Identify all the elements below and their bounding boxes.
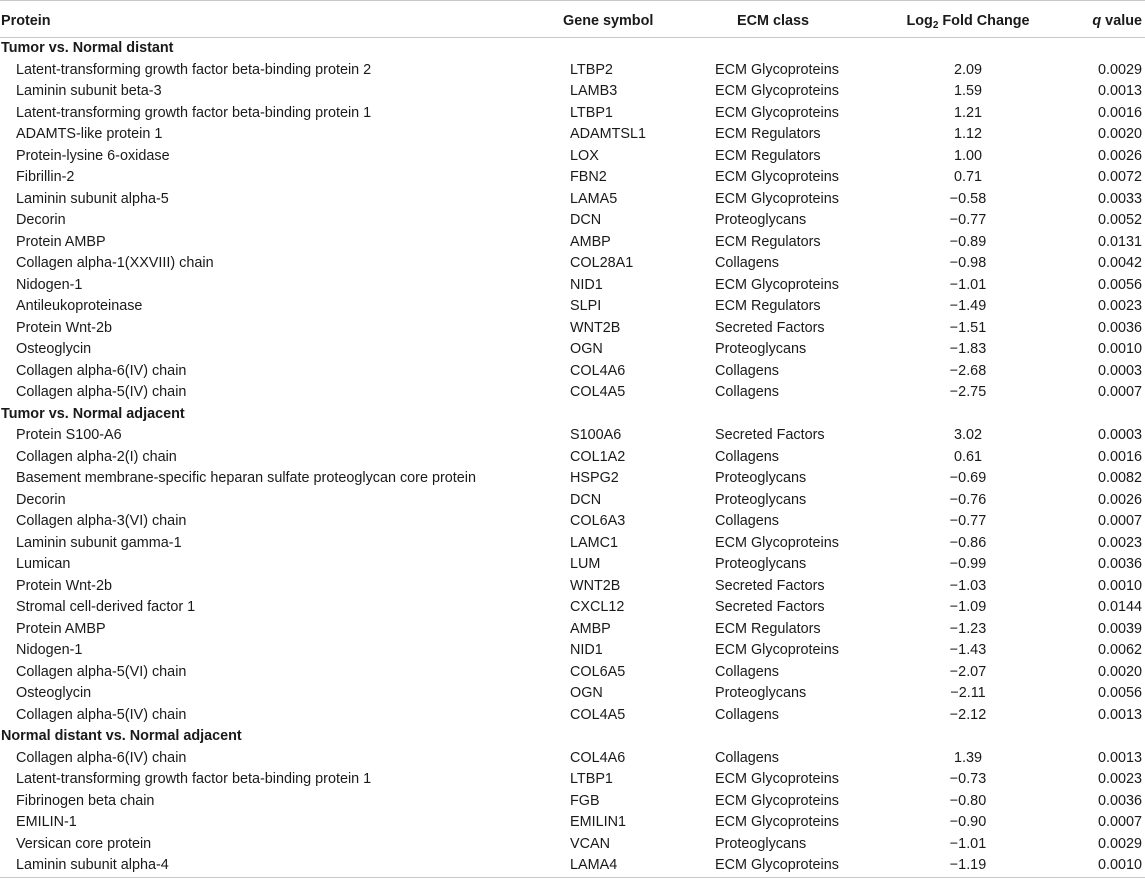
table-row <box>0 490 1145 512</box>
section-title: Normal distant vs. Normal adjacent <box>1 728 242 744</box>
protein-name: Latent-transforming growth factor beta-binding protein 1 <box>16 771 372 787</box>
section-title: Tumor vs. Normal adjacent <box>1 405 185 422</box>
q-value: 0.0056 <box>1097 276 1142 293</box>
gene-symbol: NID1 <box>570 276 603 293</box>
protein-name: Basement membrane-specific heparan sulfate proteoglycan core protein <box>16 470 476 486</box>
ecm-class: ECM Glycoproteins <box>715 190 839 207</box>
table-row <box>0 425 1145 447</box>
log2-fold-change: −0.86 <box>949 534 987 551</box>
gene-symbol: DCN <box>570 491 602 508</box>
log2-fold-change: 1.12 <box>953 126 982 142</box>
q-value: 0.0023 <box>1097 534 1142 551</box>
gene-symbol: COL28A1 <box>570 255 634 271</box>
protein-name: Laminin subunit alpha-5 <box>16 190 169 207</box>
protein-name: Decorin <box>16 212 66 228</box>
header-protein: Protein <box>1 13 51 29</box>
header-value-label: value <box>1101 13 1142 29</box>
ecm-class: ECM Glycoproteins <box>715 276 839 293</box>
table-row <box>0 769 1145 791</box>
protein-name: Collagen alpha-5(IV) chain <box>16 706 187 723</box>
q-value: 0.0131 <box>1097 233 1142 250</box>
ecm-class: ECM Glycoproteins <box>715 792 839 809</box>
table-row <box>0 468 1145 490</box>
ecm-class: Collagens <box>715 362 779 379</box>
protein-name: Laminin subunit gamma-1 <box>16 534 182 551</box>
protein-name: Lumican <box>16 556 71 572</box>
protein-name: Osteoglycin <box>16 685 92 701</box>
ecm-class: Secreted Factors <box>715 577 825 594</box>
table-row <box>0 361 1145 383</box>
gene-symbol: LOX <box>570 147 599 164</box>
protein-name: Osteoglycin <box>16 341 92 357</box>
ecm-class: Collagens <box>715 255 779 271</box>
q-value: 0.0020 <box>1097 663 1142 680</box>
log2-fold-change: −1.01 <box>949 276 987 293</box>
table-row <box>0 253 1145 275</box>
protein-name: Protein AMBP <box>16 233 106 250</box>
q-value: 0.0023 <box>1097 771 1142 787</box>
protein-name: Fibrinogen beta chain <box>16 792 155 809</box>
gene-symbol: FGB <box>570 792 600 809</box>
ecm-class: Collagens <box>715 706 779 723</box>
gene-symbol: LTBP2 <box>570 61 613 78</box>
protein-name: Protein Wnt-2b <box>16 577 112 594</box>
q-value: 0.0010 <box>1097 577 1142 594</box>
gene-symbol: COL1A2 <box>570 448 626 465</box>
log2-fold-change: −0.77 <box>949 212 987 228</box>
log2-fold-change: 3.02 <box>953 427 982 443</box>
protein-name: Protein Wnt-2b <box>16 319 112 336</box>
ecm-class: Collagens <box>715 663 779 680</box>
table-header <box>0 0 1145 38</box>
log2-fold-change: 1.00 <box>953 147 982 164</box>
protein-name: Protein AMBP <box>16 620 106 637</box>
header-q-value <box>1092 1 1142 41</box>
log2-fold-change: −2.75 <box>949 384 987 400</box>
protein-name: Collagen alpha-1(XXVIII) chain <box>16 255 214 271</box>
log2-fold-change: −2.12 <box>949 706 987 723</box>
ecm-class: ECM Regulators <box>715 298 821 314</box>
section-header <box>0 726 1145 748</box>
table-row <box>0 146 1145 168</box>
table-row <box>0 103 1145 125</box>
protein-name: Collagen alpha-5(IV) chain <box>16 384 187 400</box>
log2-fold-change: 0.71 <box>953 169 982 185</box>
header-q-label: q <box>1092 13 1102 29</box>
log2-fold-change: −0.77 <box>949 513 987 529</box>
log2-fold-change: −1.51 <box>949 319 987 336</box>
gene-symbol: LAMA5 <box>570 190 618 207</box>
log2-fold-change: 1.21 <box>953 104 982 121</box>
protein-name: Latent-transforming growth factor beta-binding protein 2 <box>16 61 372 78</box>
table-row <box>0 640 1145 662</box>
log2-fold-change: 1.59 <box>953 83 982 99</box>
gene-symbol: COL4A6 <box>570 749 626 766</box>
table-row <box>0 339 1145 361</box>
protein-name: Antileukoproteinase <box>16 298 143 314</box>
gene-symbol: VCAN <box>570 835 610 852</box>
q-value: 0.0072 <box>1097 169 1142 185</box>
table-row <box>0 834 1145 856</box>
ecm-class: ECM Glycoproteins <box>715 642 839 658</box>
q-value: 0.0029 <box>1097 61 1142 78</box>
ecm-class: Proteoglycans <box>715 470 807 486</box>
q-value: 0.0003 <box>1097 427 1142 443</box>
header-fold-label: Fold Change <box>938 13 1030 29</box>
table-body <box>0 38 1145 877</box>
ecm-class: ECM Regulators <box>715 147 821 164</box>
protein-name: Latent-transforming growth factor beta-binding protein 1 <box>16 104 372 121</box>
gene-symbol: LTBP1 <box>570 104 613 121</box>
ecm-class: ECM Glycoproteins <box>715 61 839 78</box>
gene-symbol: EMILIN1 <box>570 814 626 830</box>
table-row <box>0 167 1145 189</box>
table-row <box>0 597 1145 619</box>
ecm-class: ECM Glycoproteins <box>715 534 839 551</box>
ecm-class: ECM Regulators <box>715 126 821 142</box>
protein-name: Nidogen-1 <box>16 276 83 293</box>
gene-symbol: LTBP1 <box>570 771 613 787</box>
ecm-class: ECM Regulators <box>715 620 821 637</box>
table-row <box>0 382 1145 404</box>
section-header <box>0 404 1145 426</box>
log2-fold-change: −1.49 <box>949 298 987 314</box>
ecm-class: Collagens <box>715 749 779 766</box>
q-value: 0.0026 <box>1097 147 1142 164</box>
log2-fold-change: −1.43 <box>949 642 987 658</box>
gene-symbol: COL4A5 <box>570 706 626 723</box>
table-row <box>0 318 1145 340</box>
gene-symbol: WNT2B <box>570 319 621 336</box>
q-value: 0.0010 <box>1097 857 1142 873</box>
gene-symbol: NID1 <box>570 642 603 658</box>
gene-symbol: HSPG2 <box>570 470 619 486</box>
log2-fold-change: −0.58 <box>949 190 987 207</box>
log2-fold-change: −0.89 <box>949 233 987 250</box>
gene-symbol: S100A6 <box>570 427 622 443</box>
protein-name: Versican core protein <box>16 835 152 852</box>
log2-fold-change: −1.03 <box>949 577 987 594</box>
ecm-class: Secreted Factors <box>715 427 825 443</box>
ecm-class: Proteoglycans <box>715 835 807 852</box>
q-value: 0.0016 <box>1097 104 1142 121</box>
protein-name: Protein S100-A6 <box>16 427 122 443</box>
gene-symbol: COL6A5 <box>570 663 626 680</box>
ecm-class: Proteoglycans <box>715 212 807 228</box>
ecm-class: Proteoglycans <box>715 685 807 701</box>
protein-name: Collagen alpha-2(I) chain <box>16 448 177 465</box>
ecm-class: Secreted Factors <box>715 319 825 336</box>
log2-fold-change: −1.83 <box>949 341 987 357</box>
table-row <box>0 447 1145 469</box>
protein-name: Collagen alpha-6(IV) chain <box>16 362 187 379</box>
log2-fold-change: −1.19 <box>949 857 987 873</box>
header-log-label: Log <box>906 13 933 29</box>
table-row <box>0 748 1145 770</box>
gene-symbol: DCN <box>570 212 602 228</box>
table-row <box>0 855 1145 877</box>
log2-fold-change: −2.07 <box>949 663 987 680</box>
gene-symbol: OGN <box>570 341 603 357</box>
table-row <box>0 210 1145 232</box>
q-value: 0.0144 <box>1097 599 1142 615</box>
ecm-class: ECM Glycoproteins <box>715 169 839 185</box>
gene-symbol: WNT2B <box>570 577 621 594</box>
q-value: 0.0007 <box>1097 814 1142 830</box>
q-value: 0.0062 <box>1097 642 1142 658</box>
gene-symbol: COL4A6 <box>570 362 626 379</box>
gene-symbol: FBN2 <box>570 169 607 185</box>
protein-name: ADAMTS-like protein 1 <box>16 126 163 142</box>
gene-symbol: LAMA4 <box>570 857 618 873</box>
section-header <box>0 38 1145 60</box>
protein-name: Nidogen-1 <box>16 642 83 658</box>
ecm-class: Secreted Factors <box>715 599 825 615</box>
log2-fold-change: −1.23 <box>949 620 987 637</box>
q-value: 0.0010 <box>1097 341 1142 357</box>
q-value: 0.0007 <box>1097 384 1142 400</box>
log2-fold-change: −2.11 <box>950 685 986 701</box>
ecm-class: Proteoglycans <box>715 341 807 357</box>
q-value: 0.0013 <box>1097 706 1142 723</box>
log2-fold-change: 2.09 <box>953 61 982 78</box>
gene-symbol: AMBP <box>570 620 611 637</box>
q-value: 0.0013 <box>1097 83 1142 99</box>
table-row <box>0 124 1145 146</box>
gene-symbol: LAMC1 <box>570 534 618 551</box>
header-gene-symbol: Gene symbol <box>563 13 654 29</box>
ecm-class: Collagens <box>715 384 779 400</box>
table-row <box>0 275 1145 297</box>
q-value: 0.0052 <box>1097 212 1142 228</box>
gene-symbol: SLPI <box>570 298 602 314</box>
ecm-class: Collagens <box>715 448 779 465</box>
protein-name: Decorin <box>16 491 66 508</box>
log2-fold-change: −0.76 <box>949 491 987 508</box>
ecm-class: ECM Glycoproteins <box>715 83 839 99</box>
q-value: 0.0029 <box>1097 835 1142 852</box>
q-value: 0.0039 <box>1097 620 1142 637</box>
header-log-subscript: 2 <box>932 20 939 31</box>
table-row <box>0 554 1145 576</box>
log2-fold-change: −0.98 <box>949 255 987 271</box>
table-bottom-rule <box>0 877 1145 878</box>
q-value: 0.0036 <box>1097 792 1142 809</box>
q-value: 0.0082 <box>1097 470 1142 486</box>
table-row <box>0 662 1145 684</box>
q-value: 0.0020 <box>1097 126 1142 142</box>
table-row <box>0 60 1145 82</box>
table-row <box>0 232 1145 254</box>
log2-fold-change: 0.61 <box>953 448 982 465</box>
q-value: 0.0023 <box>1097 298 1142 314</box>
q-value: 0.0036 <box>1097 319 1142 336</box>
q-value: 0.0026 <box>1097 491 1142 508</box>
section-title: Tumor vs. Normal distant <box>1 40 174 56</box>
log2-fold-change: −1.09 <box>949 599 987 615</box>
gene-symbol: LAMB3 <box>570 83 618 99</box>
table-row <box>0 533 1145 555</box>
q-value: 0.0056 <box>1097 685 1142 701</box>
q-value: 0.0016 <box>1097 448 1142 465</box>
gene-symbol: LUM <box>570 556 601 572</box>
table-row <box>0 791 1145 813</box>
protein-name: Collagen alpha-3(VI) chain <box>16 513 187 529</box>
q-value: 0.0003 <box>1097 362 1142 379</box>
log2-fold-change: −0.69 <box>949 470 987 486</box>
log2-fold-change: −0.99 <box>949 556 987 572</box>
protein-name: Protein-lysine 6-oxidase <box>16 147 170 164</box>
table-row <box>0 189 1145 211</box>
table-row <box>0 705 1145 727</box>
log2-fold-change: −0.73 <box>949 771 987 787</box>
gene-symbol: ADAMTSL1 <box>570 126 646 142</box>
q-value: 0.0042 <box>1097 255 1142 271</box>
header-ecm-class: ECM class <box>737 13 809 29</box>
ecm-class: ECM Glycoproteins <box>715 104 839 121</box>
gene-symbol: OGN <box>570 685 603 701</box>
protein-name: Fibrillin-2 <box>16 169 75 185</box>
ecm-class: Collagens <box>715 513 779 529</box>
gene-symbol: COL6A3 <box>570 513 626 529</box>
log2-fold-change: −2.68 <box>949 362 987 379</box>
table-row <box>0 812 1145 834</box>
q-value: 0.0007 <box>1097 513 1142 529</box>
ecm-class: Proteoglycans <box>715 556 807 572</box>
log2-fold-change: 1.39 <box>953 749 982 766</box>
protein-name: EMILIN-1 <box>16 814 77 830</box>
protein-name: Collagen alpha-6(IV) chain <box>16 749 187 766</box>
gene-symbol: AMBP <box>570 233 611 250</box>
table-row <box>0 683 1145 705</box>
table-row <box>0 511 1145 533</box>
log2-fold-change: −0.90 <box>949 814 987 830</box>
log2-fold-change: −0.80 <box>949 792 987 809</box>
q-value: 0.0033 <box>1097 190 1142 207</box>
table-row <box>0 81 1145 103</box>
ecm-class: ECM Regulators <box>715 233 821 250</box>
protein-name: Collagen alpha-5(VI) chain <box>16 663 187 680</box>
table-row <box>0 576 1145 598</box>
q-value: 0.0013 <box>1097 749 1142 766</box>
protein-name: Laminin subunit alpha-4 <box>16 857 169 873</box>
gene-symbol: COL4A5 <box>570 384 626 400</box>
header-log-fold-change <box>900 1 1036 41</box>
table-row <box>0 296 1145 318</box>
ecm-class: ECM Glycoproteins <box>715 857 839 873</box>
table-row <box>0 619 1145 641</box>
log2-fold-change: −1.01 <box>949 835 987 852</box>
ecm-class: ECM Glycoproteins <box>715 771 839 787</box>
ecm-class: ECM Glycoproteins <box>715 814 839 830</box>
ecm-class: Proteoglycans <box>715 491 807 508</box>
q-value: 0.0036 <box>1097 556 1142 572</box>
protein-name: Laminin subunit beta-3 <box>16 83 162 99</box>
gene-symbol: CXCL12 <box>570 599 625 615</box>
protein-name: Stromal cell-derived factor 1 <box>16 599 196 615</box>
